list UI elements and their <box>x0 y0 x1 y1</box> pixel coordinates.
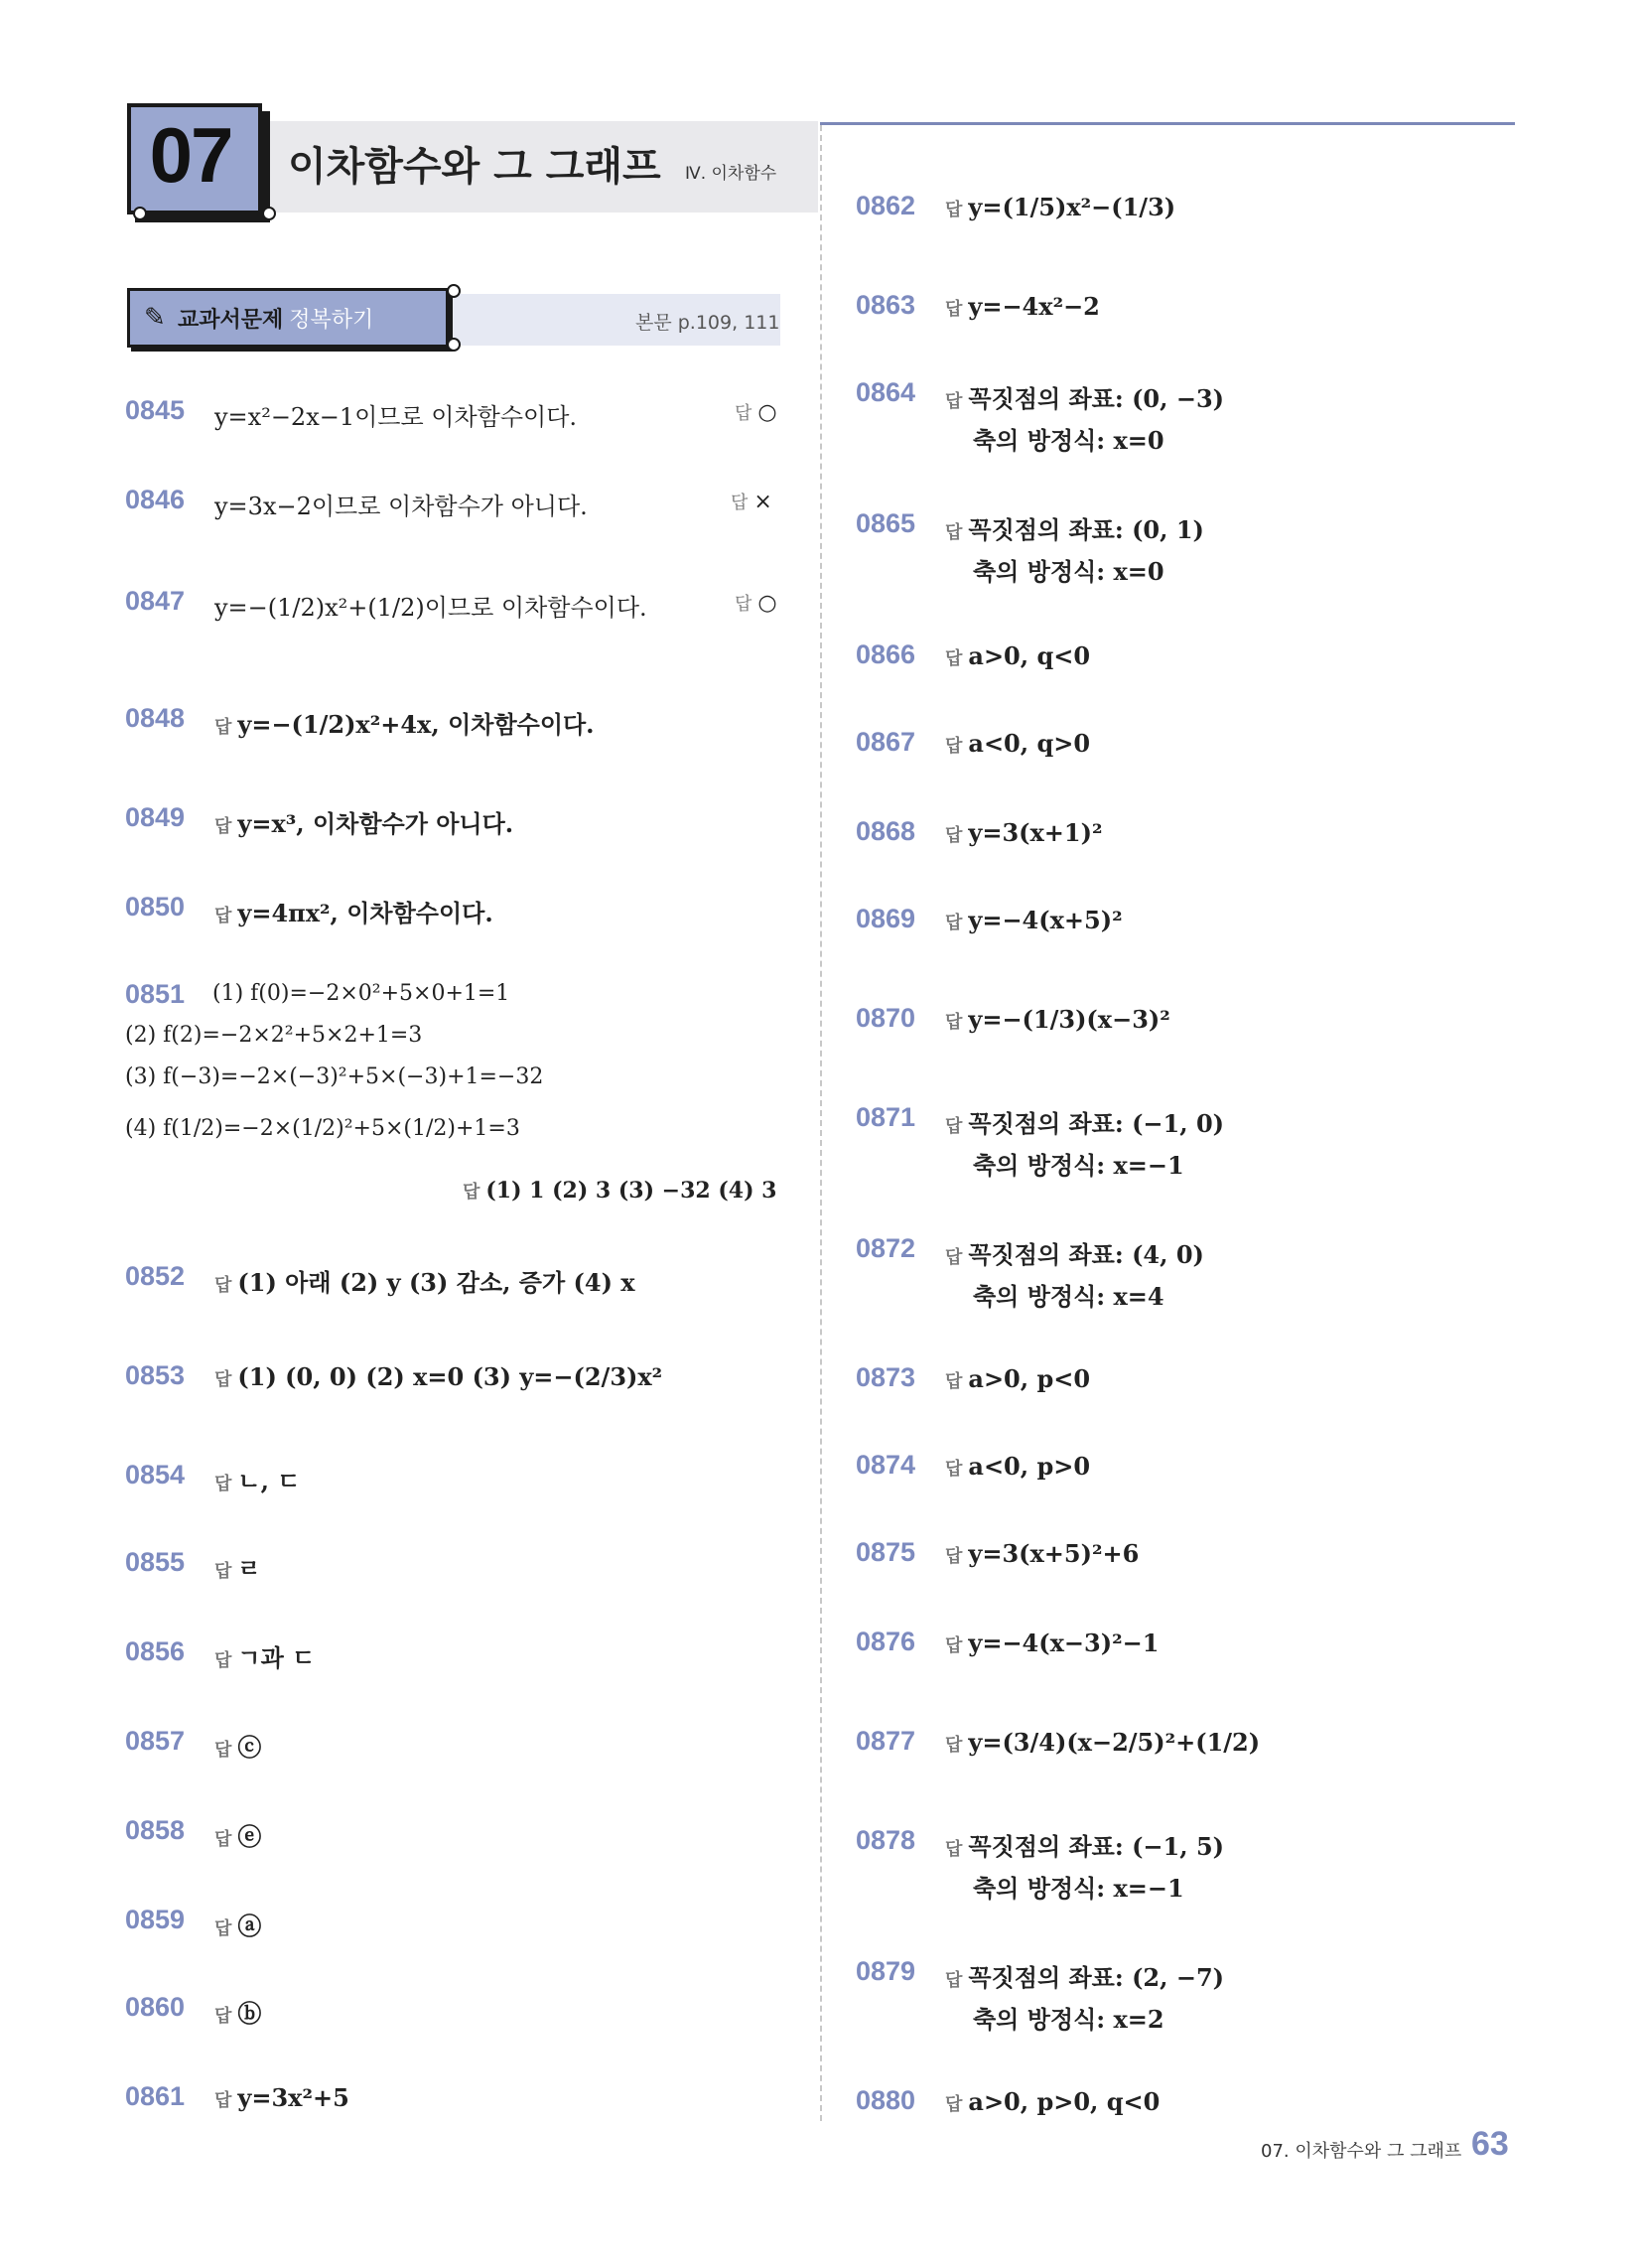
answer-icon: 답 <box>945 391 963 412</box>
answer-icon: 답 <box>214 906 232 926</box>
problem-answer: 답 ㄹ <box>214 1554 261 1583</box>
problem-number: 0857 <box>125 1726 186 1756</box>
problem-answer-line2: 축의 방정식: x=0 <box>973 426 1164 455</box>
problem-number: 0866 <box>856 639 916 669</box>
answer-icon: 답 <box>214 717 232 738</box>
problem-number: 0873 <box>856 1362 916 1392</box>
problem-number: 0862 <box>856 191 916 220</box>
answer-icon: 답 <box>945 1970 963 1991</box>
problem-answer: 답 ○ <box>735 591 777 616</box>
problem-answer: 답 ⓑ <box>214 1999 262 2028</box>
problem-number: 0880 <box>856 2085 916 2115</box>
problem-answer: 답 a>0, p<0 <box>945 1364 1091 1393</box>
answer-icon: 답 <box>214 1561 232 1582</box>
problem-answer: 답 y=−(1/3)(x−3)² <box>945 1005 1170 1034</box>
dot-ornament <box>447 284 461 298</box>
problem-text: y=3x−2이므로 이차함수가 아니다. <box>214 493 588 520</box>
dot-ornament <box>447 338 461 352</box>
problem-answer: 답 a<0, p>0 <box>945 1452 1091 1481</box>
problem-number: 0878 <box>856 1825 916 1855</box>
unit-label: Ⅳ. 이차함수 <box>685 164 777 184</box>
problem-number: 0870 <box>856 1003 916 1033</box>
answer-icon: 답 <box>735 403 753 424</box>
answer-icon: 답 <box>214 1740 232 1761</box>
problem-number: 0860 <box>125 1992 186 2022</box>
problem-number: 0851 <box>125 979 186 1009</box>
problem-number: 0861 <box>125 2081 186 2111</box>
problem-answer: 답 꼭짓점의 좌표: (−1, 5) <box>945 1832 1224 1861</box>
problem-number: 0877 <box>856 1726 916 1756</box>
problem-number: 0864 <box>856 377 916 407</box>
answer-icon: 답 <box>945 1371 963 1392</box>
answer-icon: 답 <box>214 1474 232 1494</box>
solution-line: (4) f(1/2)=−2×(1/2)²+5×(1/2)+1=3 <box>125 1116 520 1141</box>
problem-answer: 답 a>0, q<0 <box>945 641 1091 670</box>
problem-number: 0875 <box>856 1537 916 1567</box>
problem-answer: 답 꼭짓점의 좌표: (0, 1) <box>945 515 1204 544</box>
problem-answer: 답 꼭짓점의 좌표: (2, −7) <box>945 1963 1224 1992</box>
answer-icon: 답 <box>945 1635 963 1656</box>
problem-number: 0845 <box>125 395 186 425</box>
answer-icon: 답 <box>945 2094 963 2115</box>
answer-icon: 답 <box>214 1275 232 1296</box>
problem-answer-line2: 축의 방정식: x=−1 <box>973 1151 1184 1180</box>
problem-answer: 답 y=−4(x+5)² <box>945 906 1123 934</box>
chapter-title: 이차함수와 그 그래프 <box>288 144 661 190</box>
page-number: 63 <box>1471 2125 1509 2163</box>
dot-ornament <box>133 207 147 220</box>
problem-number: 0856 <box>125 1636 186 1666</box>
problem-answer: 답 ⓔ <box>214 1822 262 1851</box>
problem-answer: 답 ⓒ <box>214 1733 262 1762</box>
problem-answer: 답 ⓐ <box>214 1912 262 1940</box>
answer-icon: 답 <box>945 913 963 933</box>
problem-answer: 답 꼭짓점의 좌표: (0, −3) <box>945 384 1224 413</box>
answer-icon: 답 <box>214 2090 232 2111</box>
problem-number: 0848 <box>125 703 186 733</box>
answer-icon: 답 <box>945 1247 963 1268</box>
problem-number: 0869 <box>856 904 916 933</box>
chapter-number: 07 <box>149 110 232 199</box>
problem-answer-line2: 축의 방정식: x=−1 <box>973 1874 1184 1903</box>
problem-answer-line2: 축의 방정식: x=0 <box>973 557 1164 586</box>
problem-text: y=−(1/2)x²+(1/2)이므로 이차함수이다. <box>214 594 647 622</box>
problem-number: 0871 <box>856 1102 916 1132</box>
answer-icon: 답 <box>945 648 963 669</box>
answer-icon: 답 <box>214 2006 232 2027</box>
solution-line: (2) f(2)=−2×2²+5×2+1=3 <box>125 1023 423 1048</box>
problem-answer: 답 ○ <box>735 400 777 425</box>
answer-icon: 답 <box>945 1459 963 1480</box>
problem-answer: 답 y=−4x²−2 <box>945 292 1100 321</box>
problem-answer: 답 y=(1/5)x²−(1/3) <box>945 193 1176 221</box>
answer-icon: 답 <box>945 200 963 220</box>
problem-answer: 답 ㄴ, ㄷ <box>214 1467 301 1495</box>
problem-answer: 답 y=3x²+5 <box>214 2083 349 2112</box>
problem-answer: 답 y=−4(x−3)²−1 <box>945 1629 1160 1657</box>
answer-icon: 답 <box>735 594 753 615</box>
section-label-bold: 교과서문제 <box>178 307 284 333</box>
answer-icon: 답 <box>214 1829 232 1850</box>
problem-answer-line2: 축의 방정식: x=4 <box>973 1282 1164 1311</box>
problem-answer: 답 (1) 1 (2) 3 (3) −32 (4) 3 <box>463 1178 777 1204</box>
answer-icon: 답 <box>214 1650 232 1671</box>
answer-icon: 답 <box>945 299 963 320</box>
answer-icon: 답 <box>945 1116 963 1137</box>
problem-answer: 답 × <box>731 490 772 514</box>
problem-answer: 답 y=(3/4)(x−2/5)²+(1/2) <box>945 1728 1261 1757</box>
problem-number: 0879 <box>856 1956 916 1986</box>
problem-number: 0863 <box>856 290 916 320</box>
problem-number: 0854 <box>125 1460 186 1489</box>
problem-answer: 답 ㄱ과 ㄷ <box>214 1643 316 1672</box>
problem-answer: 답 (1) (0, 0) (2) x=0 (3) y=−(2/3)x² <box>214 1362 663 1391</box>
problem-number: 0876 <box>856 1627 916 1656</box>
problem-answer-line2: 축의 방정식: x=2 <box>973 2005 1164 2034</box>
column-divider <box>820 125 822 2121</box>
problem-number: 0874 <box>856 1450 916 1480</box>
problem-answer: 답 y=x³, 이차함수가 아니다. <box>214 809 514 838</box>
problem-answer: 답 (1) 아래 (2) y (3) 감소, 증가 (4) x <box>214 1268 635 1297</box>
solution-line: (1) f(0)=−2×0²+5×0+1=1 <box>212 981 510 1006</box>
answer-icon: 답 <box>945 1735 963 1756</box>
answer-icon: 답 <box>214 816 232 837</box>
answer-icon: 답 <box>214 1369 232 1390</box>
problem-answer: 답 y=−(1/2)x²+4x, 이차함수이다. <box>214 710 595 739</box>
problem-number: 0859 <box>125 1905 186 1934</box>
pencil-note-icon: ✎ <box>144 303 166 333</box>
problem-answer: 답 a<0, q>0 <box>945 729 1091 758</box>
section-label <box>127 288 449 348</box>
problem-text: y=x²−2x−1이므로 이차함수이다. <box>214 403 578 431</box>
problem-answer: 답 y=3(x+1)² <box>945 818 1103 847</box>
problem-answer: 답 y=4πx², 이차함수이다. <box>214 899 493 927</box>
problem-number: 0847 <box>125 586 186 616</box>
problem-number: 0858 <box>125 1815 186 1845</box>
answer-icon: 답 <box>945 825 963 846</box>
dot-ornament <box>262 207 276 220</box>
problem-answer: 답 꼭짓점의 좌표: (4, 0) <box>945 1240 1204 1269</box>
problem-answer: 답 a>0, p>0, q<0 <box>945 2087 1161 2116</box>
problem-number: 0868 <box>856 816 916 846</box>
answer-icon: 답 <box>945 1839 963 1860</box>
section-label-rest: 정복하기 <box>289 307 374 333</box>
problem-number: 0850 <box>125 892 186 921</box>
answer-icon: 답 <box>945 736 963 757</box>
section-reference: 본문 p.109, 111 <box>635 312 780 334</box>
problem-answer: 답 y=3(x+5)²+6 <box>945 1539 1140 1568</box>
problem-number: 0855 <box>125 1547 186 1577</box>
problem-number: 0846 <box>125 485 186 514</box>
answer-icon: 답 <box>731 493 749 513</box>
problem-number: 0867 <box>856 727 916 757</box>
problem-number: 0865 <box>856 508 916 538</box>
answer-icon: 답 <box>945 1546 963 1567</box>
problem-number: 0852 <box>125 1261 186 1291</box>
problem-answer: 답 꼭짓점의 좌표: (−1, 0) <box>945 1109 1224 1138</box>
problem-number: 0853 <box>125 1360 186 1390</box>
solution-line: (3) f(−3)=−2×(−3)²+5×(−3)+1=−32 <box>125 1064 544 1089</box>
problem-number: 0849 <box>125 802 186 832</box>
problem-number: 0872 <box>856 1233 916 1263</box>
answer-icon: 답 <box>945 1012 963 1033</box>
chapter-dotted-rule <box>139 213 270 215</box>
answer-icon: 답 <box>945 522 963 543</box>
top-rule <box>820 122 1515 125</box>
answer-icon: 답 <box>214 1918 232 1939</box>
footer-chapter-label: 07. 이차함수와 그 그래프 <box>1261 2141 1462 2162</box>
answer-icon: 답 <box>463 1182 480 1203</box>
